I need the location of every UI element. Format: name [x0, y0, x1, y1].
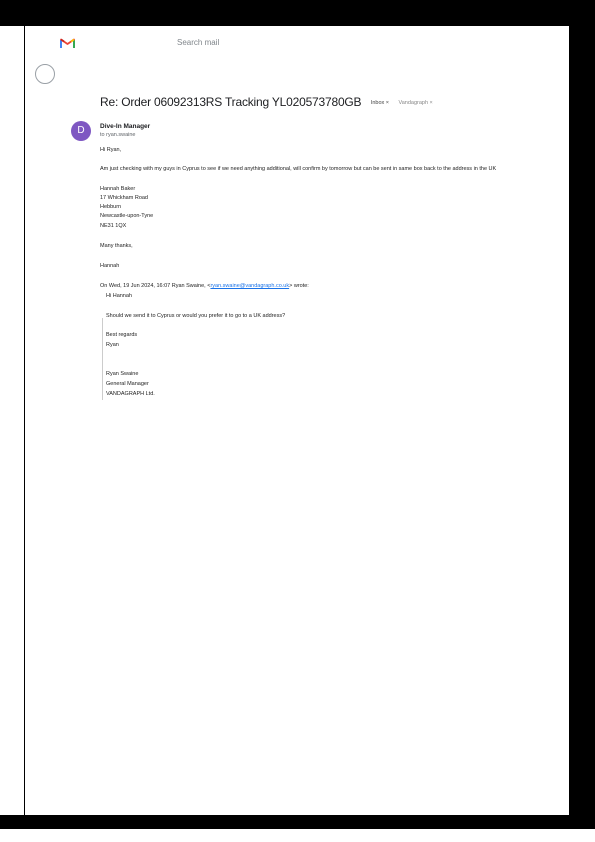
- top-black-bar: [0, 0, 595, 26]
- quote-name: Ryan: [106, 342, 119, 348]
- body-thanks: Many thanks,: [100, 243, 133, 249]
- quote-greeting: Hi Hannah: [106, 293, 132, 299]
- quote-email-link[interactable]: ryan.swaine@vandagraph.co.uk: [210, 283, 290, 289]
- avatar: D: [71, 121, 91, 141]
- signature-company: VANDAGRAPH Ltd.: [106, 391, 155, 397]
- gmail-logo-icon[interactable]: [60, 37, 75, 49]
- address-line: Newcastle-upon-Tyne: [100, 213, 154, 219]
- right-black-bar: [569, 26, 595, 815]
- quote-header: [100, 283, 309, 290]
- signature-title: General Manager: [106, 381, 149, 387]
- quote-header-suffix: > wrote:: [289, 283, 309, 289]
- search-input[interactable]: Search mail: [177, 38, 220, 47]
- recipient-line[interactable]: to ryan.swaine: [100, 132, 136, 138]
- address-line: Hebburn: [100, 204, 122, 210]
- address-line: NE31 1QX: [100, 223, 127, 229]
- body-greeting: Hi Ryan,: [100, 147, 122, 153]
- label-vandagraph[interactable]: Vandagraph ×: [398, 100, 433, 106]
- quote-bar: [102, 318, 103, 400]
- body-signoff: Hannah: [100, 263, 120, 269]
- sender-name: Dive-In Manager: [100, 123, 151, 130]
- address-line: Hannah Baker: [100, 186, 136, 192]
- body-paragraph: Am just checking with my guys in Cyprus to see if we need anything additional, will confirm by tomorrow but can be sent in same box back to the address in the UK: [100, 166, 497, 172]
- compose-button[interactable]: [35, 64, 55, 84]
- left-margin: [0, 26, 25, 815]
- mail-page: [26, 26, 569, 815]
- quote-regards: Best regards: [106, 332, 138, 338]
- address-line: 17 Whickham Road: [100, 195, 148, 201]
- subject-row: [100, 93, 433, 111]
- signature-name: Ryan Swaine: [106, 371, 139, 377]
- label-inbox[interactable]: Inbox ×: [370, 100, 390, 106]
- quote-question: Should we send it to Cyprus or would you prefer it to go to a UK address?: [106, 313, 286, 319]
- bottom-black-bar: [0, 815, 595, 829]
- quote-header-prefix: On Wed, 19 Jun 2024, 16:07 Ryan Swaine, <: [100, 283, 211, 289]
- email-subject: Re: Order 06092313RS Tracking YL020573780GB: [100, 95, 362, 109]
